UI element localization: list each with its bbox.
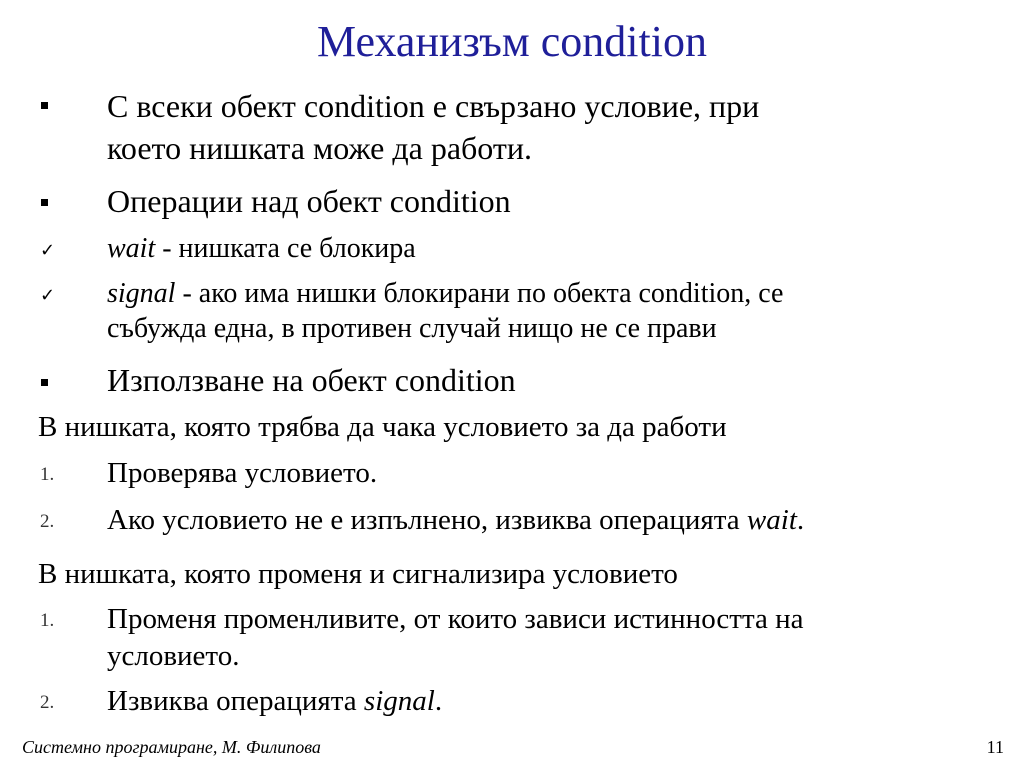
footer-author: Системно програмиране, М. Филипова bbox=[22, 737, 321, 757]
slide-title: Механизъм condition bbox=[317, 17, 707, 66]
wait-item bbox=[107, 232, 416, 266]
signal-term: signal bbox=[363, 685, 435, 717]
bullet-1-line-2: което нишката може да работи. bbox=[107, 130, 532, 166]
section-1-item-1: Проверява условието. bbox=[107, 457, 378, 489]
list-number: 1. bbox=[40, 464, 55, 485]
bullet-2: Операции над обект condition bbox=[107, 183, 511, 219]
signal-description-line-1: - ако има нишки блокирани по обекта condition, се bbox=[175, 278, 784, 309]
signal-description-line-2: събужда една, в противен случай нищо не се прави bbox=[107, 313, 717, 344]
square-bullet-icon bbox=[41, 379, 48, 386]
list-number: 2. bbox=[40, 511, 55, 532]
page-number: 11 bbox=[986, 737, 1004, 757]
item-text: Извиква операцията bbox=[107, 685, 364, 717]
checkmark-icon: ✓ bbox=[40, 285, 56, 306]
list-number: 2. bbox=[40, 692, 55, 713]
signal-item bbox=[107, 277, 783, 311]
section-2-item-1-line-2: условието. bbox=[107, 640, 240, 672]
section-2-item-1-line-1: Променя променливите, от които зависи истинността на bbox=[107, 603, 804, 635]
item-punct: . bbox=[796, 504, 805, 536]
section-2-heading: В нишката, която променя и сигнализира условието bbox=[38, 558, 678, 590]
list-number: 1. bbox=[40, 610, 55, 631]
section-1-item-2 bbox=[107, 502, 804, 538]
square-bullet-icon bbox=[41, 199, 48, 206]
wait-description: - нишката се блокира bbox=[155, 233, 416, 264]
wait-term: wait bbox=[746, 504, 797, 536]
item-text: Ако условието не е изпълнено, извиква операцията bbox=[107, 504, 747, 536]
wait-term: wait bbox=[107, 233, 156, 264]
bullet-3: Използване на обект condition bbox=[107, 362, 516, 398]
item-punct: . bbox=[434, 685, 443, 717]
checkmark-icon: ✓ bbox=[40, 240, 56, 261]
square-bullet-icon bbox=[41, 102, 48, 109]
section-2-item-2 bbox=[107, 683, 442, 719]
signal-term: signal bbox=[107, 278, 176, 309]
section-1-heading: В нишката, която трябва да чака условието за да работи bbox=[38, 411, 727, 443]
bullet-1-line-1: С всеки обект condition е свързано условие, при bbox=[107, 88, 760, 124]
